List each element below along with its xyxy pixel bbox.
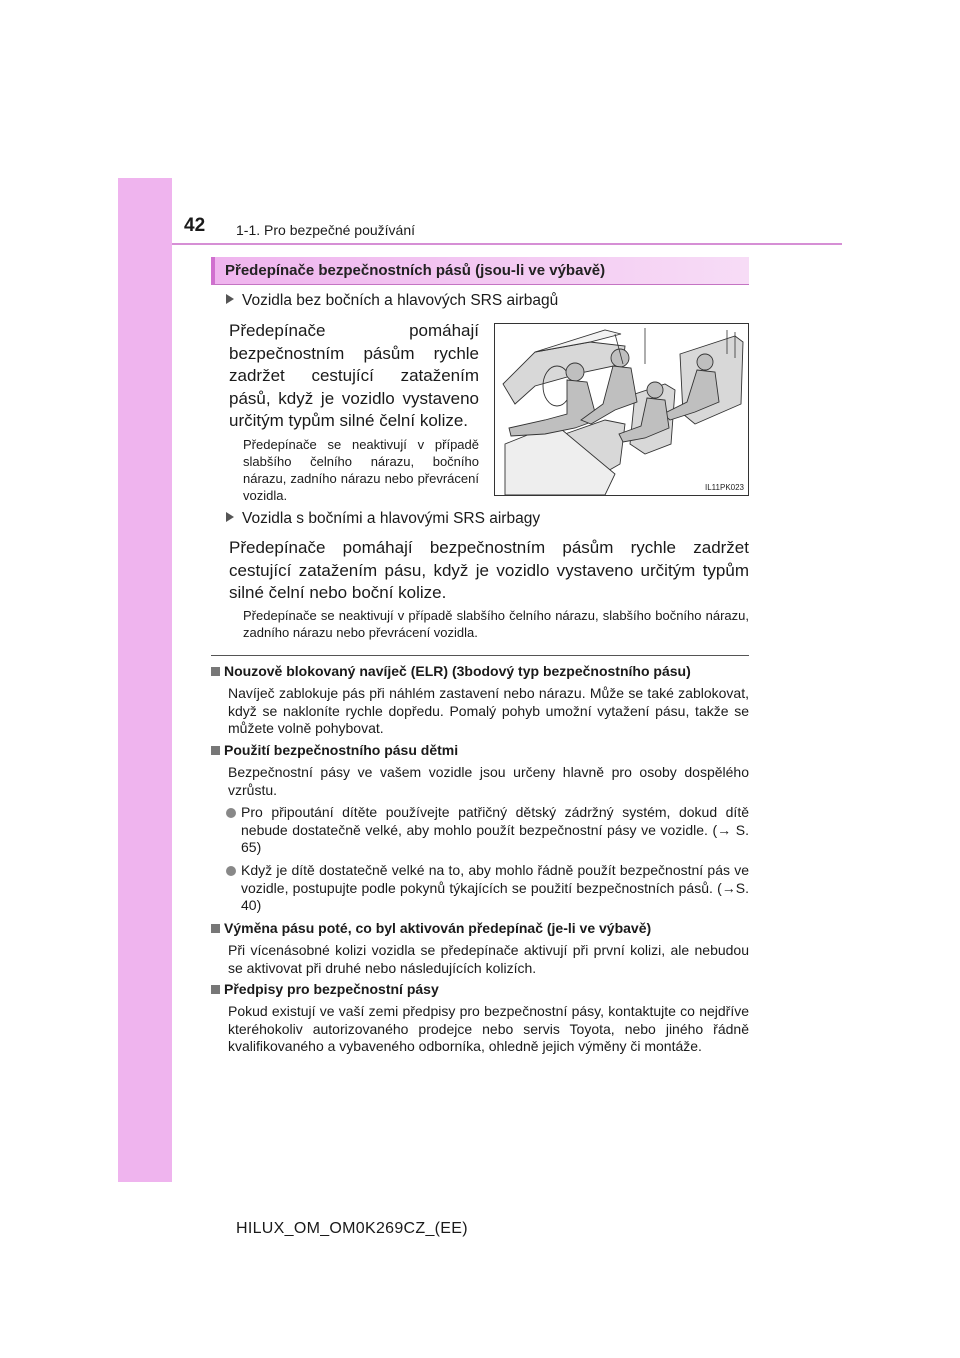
- section-heading: [211, 257, 749, 285]
- square-bullet-icon: [211, 667, 220, 676]
- list-item: Když je dítě dostatečně velké na to, aby mohlo řádně použít bezpečnostní pás ve vozidle, postupujte podle pokynů týkajících se použití bezpečnostních pásů. (→S. 40): [226, 862, 749, 915]
- section-heading-text: Předepínače bezpečnostních pásů (jsou-li ve výbavě): [225, 262, 606, 279]
- header-rule: [172, 243, 842, 245]
- block2-subnote: Předepínače se neaktivují v případě slabšího čelního nárazu, slabšího bočního nárazu, zadního nárazu nebo převrácení vozidla.: [243, 608, 749, 640]
- figure-code: IL11PK023: [705, 483, 744, 492]
- page-number: 42: [184, 215, 206, 236]
- section-title: 1-1. Pro bezpečné používání: [236, 222, 416, 238]
- document-footer: HILUX_OM_OM0K269CZ_(EE): [236, 1220, 468, 1237]
- note-heading-elr: Nouzově blokovaný navíječ (ELR) (3bodový typ bezpečnostního pásu): [211, 663, 691, 679]
- circle-bullet-icon: [226, 866, 236, 876]
- note-body-children: Bezpečnostní pásy ve vašem vozidle jsou určeny hlavně pro osoby dospělého vzrůstu.: [228, 764, 749, 798]
- block2-title: Vozidla s bočními a hlavovými SRS airbagy: [226, 510, 540, 528]
- note-body-replacement: Při vícenásobné kolizi vozidla se předepínače aktivují při první kolizi, ale nebudou se aktivovat při druhé nebo následujících kolizích.: [228, 942, 749, 976]
- car-interior-occupants-icon: [495, 324, 748, 495]
- square-bullet-icon: [211, 746, 220, 755]
- triangle-bullet-icon: [226, 294, 234, 304]
- note-heading-children: Použití bezpečnostního pásu dětmi: [211, 742, 458, 758]
- note-heading-replacement: Výměna pásu poté, co byl aktivován předepínač (je-li ve výbavě): [211, 920, 651, 936]
- block1-subnote: Předepínače se neaktivují v případě slabšího čelního nárazu, bočního nárazu, zadního nárazu nebo převrácení vozidla.: [243, 437, 479, 503]
- square-bullet-icon: [211, 985, 220, 994]
- block1-title: Vozidla bez bočních a hlavových SRS airbagů: [226, 292, 558, 310]
- list-item: Pro připoutání dítěte používejte patřičný dětský zádržný systém, dokud dítě nebude dostatečně velké, aby mohlo použít bezpečnostní pásy ve vozidle. (→ S. 65): [226, 804, 749, 857]
- divider: [211, 655, 749, 656]
- note-body-elr: Navíječ zablokuje pás při náhlém zastavení nebo nárazu. Může se také zablokovat, když se nakloníte rychle dopředu. Pomalý pohyb umožní vytažení pásu, takže se můžete volně pohybovat.: [228, 685, 749, 736]
- seatbelt-pretensioner-illustration: [494, 323, 749, 496]
- block2-text: Předepínače pomáhají bezpečnostním pásům rychle zadržet cestující zatažením pásu, když je vozidlo vystaveno určitým typům silné čelní nebo boční kolize.: [229, 538, 749, 602]
- note-body-regulations: Pokud existují ve vaší zemi předpisy pro bezpečnostní pásy, kontaktujte co nejdříve kteréhokoliv autorizovaného prodejce nebo servis Toyota, nebo jiného řádně kvalifikovaného a vybaveného odborníka, ohledně jejich výměny či montáže.: [228, 1003, 749, 1054]
- side-tab-bar: [118, 178, 172, 1182]
- circle-bullet-icon: [226, 808, 236, 818]
- triangle-bullet-icon: [226, 512, 234, 522]
- block1-text: Předepínače pomáhají bezpečnostním pásům rychle zadržet cestující zatažením pásů, když je vozidlo vystaveno určitým typům silné čelní kolize.: [229, 321, 479, 430]
- note-heading-regulations: Předpisy pro bezpečnostní pásy: [211, 981, 439, 997]
- square-bullet-icon: [211, 924, 220, 933]
